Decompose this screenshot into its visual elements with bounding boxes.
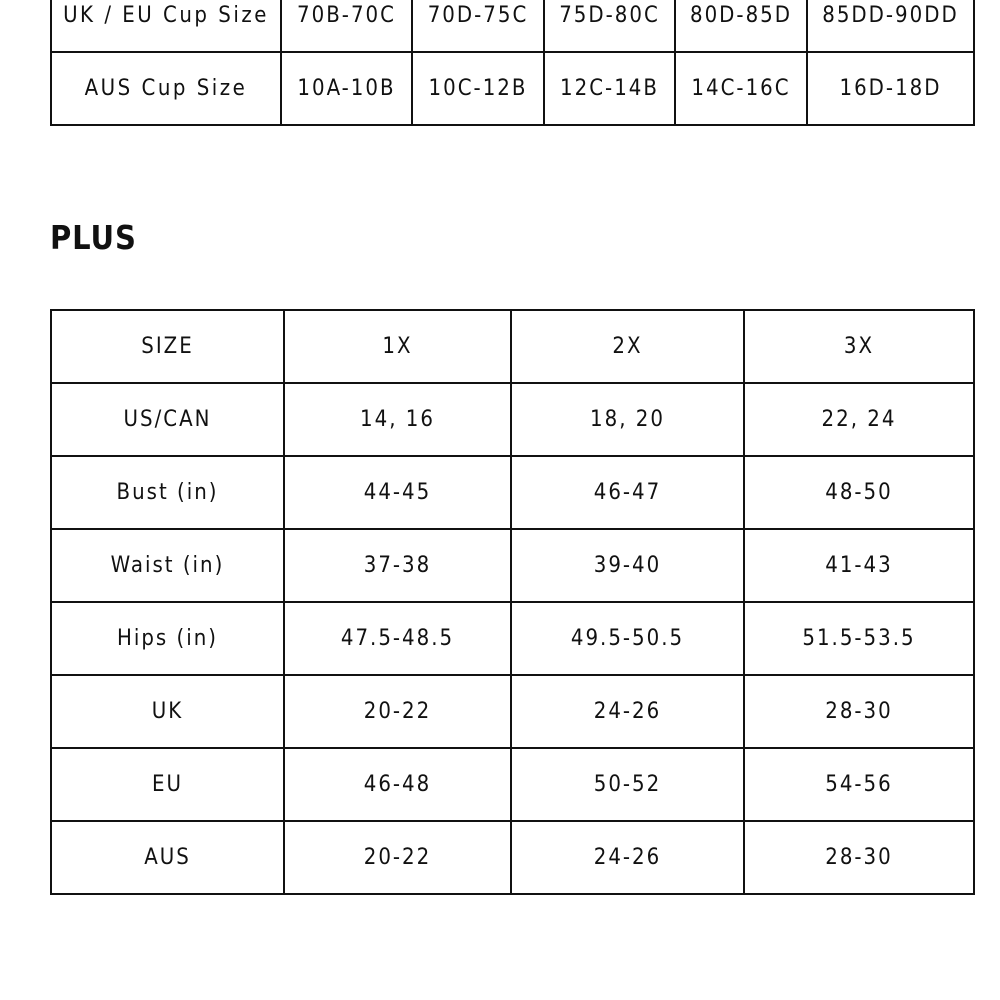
plus-section-title: PLUS [50,218,137,257]
table-row [51,675,974,748]
table-cell: 85DD-90DD [807,0,974,52]
table-cell: 37-38 [284,529,511,602]
row-label: Waist (in) [51,529,284,602]
table-cell: 46-47 [511,456,744,529]
cup-row-uk-eu [51,0,974,52]
table-cell: 14C-16C [675,52,807,125]
table-cell: 48-50 [744,456,974,529]
row-label: AUS Cup Size [51,52,281,125]
table-cell: 18, 20 [511,383,744,456]
table-cell: 22, 24 [744,383,974,456]
row-label: Hips (in) [51,602,284,675]
table-cell: 70B-70C [281,0,412,52]
table-cell: 54-56 [744,748,974,821]
row-label: EU [51,748,284,821]
table-cell: 28-30 [744,821,974,894]
header-cell-1x: 1X [284,310,511,383]
table-cell: 28-30 [744,675,974,748]
table-cell: 24-26 [511,675,744,748]
row-label: AUS [51,821,284,894]
cup-size-table [50,0,975,126]
table-row [51,602,974,675]
row-label: Bust (in) [51,456,284,529]
table-row [51,821,974,894]
table-cell: 75D-80C [544,0,675,52]
table-cell: 46-48 [284,748,511,821]
table-cell: 20-22 [284,675,511,748]
row-label: US/CAN [51,383,284,456]
table-cell: 24-26 [511,821,744,894]
table-cell: 12C-14B [544,52,675,125]
header-cell-2x: 2X [511,310,744,383]
table-cell: 41-43 [744,529,974,602]
plus-size-table [50,309,975,895]
table-header-row [51,310,974,383]
table-row [51,748,974,821]
table-cell: 47.5-48.5 [284,602,511,675]
table-row [51,456,974,529]
row-label: UK [51,675,284,748]
table-cell: 80D-85D [675,0,807,52]
table-cell: 14, 16 [284,383,511,456]
table-cell: 44-45 [284,456,511,529]
table-cell: 10A-10B [281,52,412,125]
row-label: UK / EU Cup Size [51,0,281,52]
header-cell-size: SIZE [51,310,284,383]
table-cell: 39-40 [511,529,744,602]
table-row [51,383,974,456]
table-cell: 70D-75C [412,0,544,52]
table-cell: 20-22 [284,821,511,894]
cup-row-aus [51,52,974,125]
header-cell-3x: 3X [744,310,974,383]
table-cell: 51.5-53.5 [744,602,974,675]
table-row [51,529,974,602]
table-cell: 49.5-50.5 [511,602,744,675]
table-cell: 10C-12B [412,52,544,125]
table-cell: 16D-18D [807,52,974,125]
table-cell: 50-52 [511,748,744,821]
